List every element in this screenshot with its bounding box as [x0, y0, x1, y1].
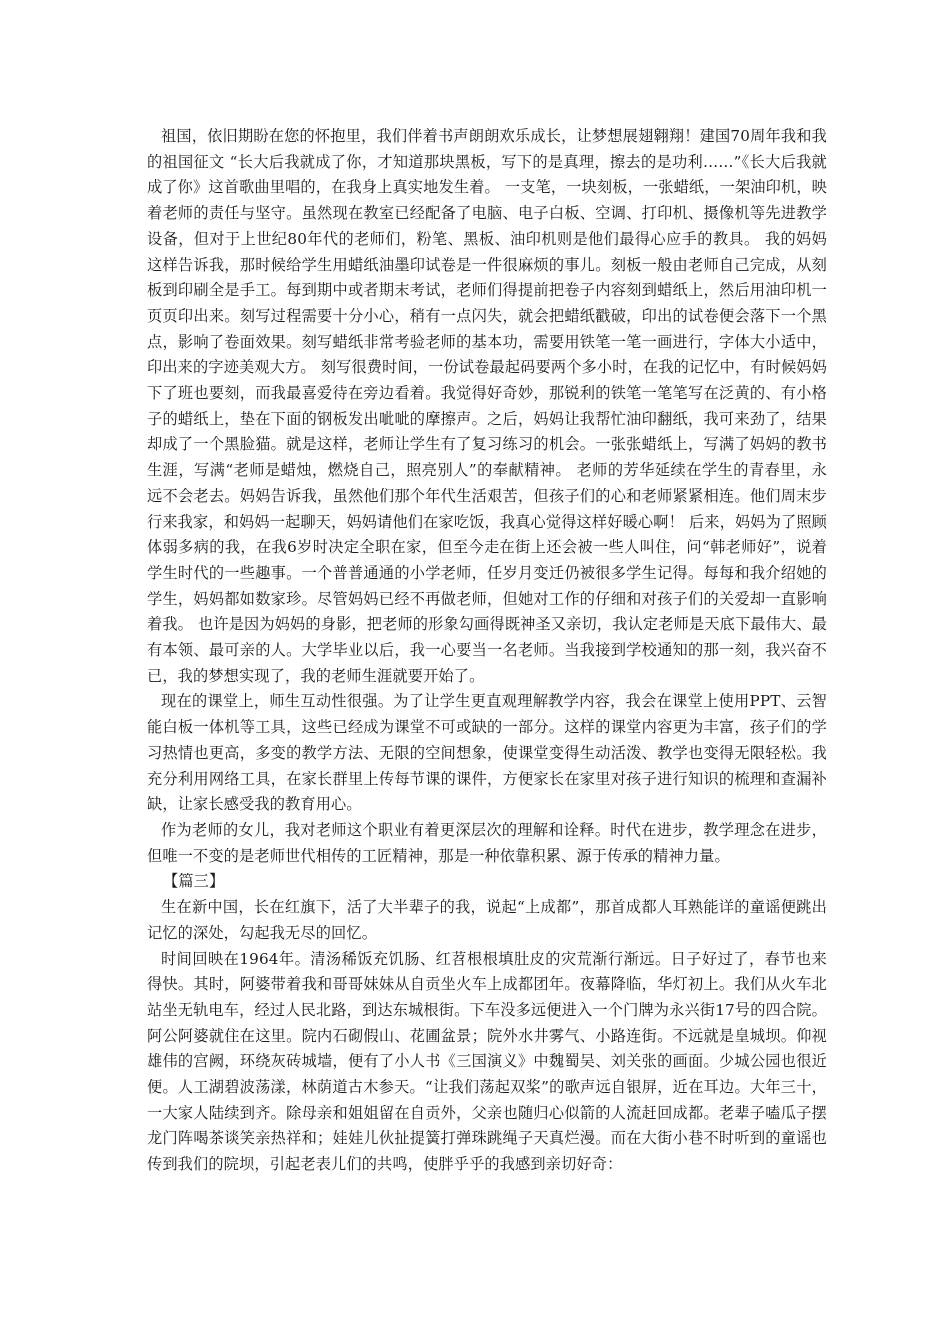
- paragraph-4: 生在新中国，长在红旗下，活了大半辈子的我，说起“上成都”，那首成都人耳熟能详的童谣便跳出记忆的深处，勾起我无尽的回忆。: [147, 898, 827, 942]
- document-body: [147, 124, 827, 1178]
- paragraph-3: 作为老师的女儿，我对老师这个职业有着更深层次的理解和诠释。时代在进步，教学理念在进步，但唯一不变的是老师世代相传的工匠精神，那是一种依靠积累、源于传承的精神力量。: [147, 820, 827, 865]
- paragraph-2: 现在的课堂上，师生互动性很强。为了让学生更直观理解教学内容，我会在课堂上使用PPT、云智能白板一体机等工具，这些已经成为课堂不可或缺的一部分。这样的课堂内容更为丰富，孩子们的学习热情也更高，多变的教学方法、无限的空间想象，使课堂变得生动活泼、教学也变得无限轻松。我充分利用网络工具，在家长群里上传每节课的课件，方便家长在家里对孩子进行知识的梳理和查漏补缺，让家长感受我的教育用心。: [147, 692, 827, 814]
- section-heading: 【篇三】: [163, 872, 225, 891]
- paragraph-5: 时间回映在1964年。清汤稀饭充饥肠、红苕根根填肚皮的灾荒渐行渐远。日子好过了，春节也来得快。其时，阿婆带着我和哥哥妹妹从自贡坐火车上成都团年。夜幕降临，华灯初上。我们从火车北站坐无轨电车，经过人民北路，到达东城根街。下车没多远便进入一个门牌为永兴街17号的四合院。阿公阿婆就住在这里。院内石砌假山、花圃盆景；院外水井雾气、小路连街。不远就是皇城坝。仰视雄伟的宫阙，环绕灰砖城墙，便有了小人书《三国演义》中魏蜀吴、刘关张的画面。少城公园也很近便。人工湖碧波荡漾，林荫道古木参天。“让我们荡起双桨”的歌声远自银屏，近在耳边。大年三十，一大家人陆续到齐。除母亲和姐姐留在自贡外，父亲也随归心似箭的人流赶回成都。老辈子嗑瓜子摆龙门阵喝茶谈笑亲热祥和；娃娃儿伙扯提簧打弹珠跳绳子天真烂漫。而在大街小巷不时听到的童谣也传到我们的院坝，引起老表儿们的共鸣，使胖乎乎的我感到亲切好奇：: [147, 949, 827, 1174]
- paragraph-1: 祖国，依旧期盼在您的怀抱里，我们伴着书声朗朗欢乐成长，让梦想展翅翱翔！建国70周年我和我的祖国征文 “长大后我就成了你，才知道那块黑板，写下的是真理，擦去的是功利……”《长大后我就成了你》这首歌曲里唱的，在我身上真实地发生着。 一支笔，一块刻板，一张蜡纸，一架油印机，映着老师的责任与坚守。虽然现在教室已经配备了电脑、电子白板、空调、打印机、摄像机等先进教学设备，但对于上世纪80年代的老师们，粉笔、黑板、油印机则是他们最得心应手的教具。 我的妈妈这样告诉我，那时候给学生用蜡纸油墨印试卷是一件很麻烦的事儿。刻板一般由老师自己完成，从刻板到印刷全是手工。每到期中或者期末考试，老师们得提前把卷子内容刻到蜡纸上，然后用油印机一页页印出来。刻写过程需要十分小心，稍有一点闪失，就会把蜡纸戳破，印出的试卷便会落下一个黑点，影响了卷面效果。刻写蜡纸非常考验老师的基本功，需要用铁笔一笔一画进行，字体大小适中，印出来的字迹美观大方。 刻写很费时间，一份试卷最起码要两个多小时，在我的记忆中，有时候妈妈下了班也要刻，而我最喜爱待在旁边看着。我觉得好奇妙，那锐利的铁笔一笔笔写在泛黄的、有小格子的蜡纸上，垫在下面的钢板发出呲呲的摩擦声。之后，妈妈让我帮忙油印翻纸，我可来劲了，结果却成了一个黑脸猫。就是这样，老师让学生有了复习练习的机会。一张张蜡纸上，写满了妈妈的教书生涯，写满“老师是蜡烛，燃烧自己，照亮别人”的奉献精神。 老师的芳华延续在学生的青春里，永远不会老去。妈妈告诉我，虽然他们那个年代生活艰苦，但孩子们的心和老师紧紧相连。他们周末步行来我家，和妈妈一起聊天，妈妈请他们在家吃饭，我真心觉得这样好暖心啊！ 后来，妈妈为了照顾体弱多病的我，在我6岁时决定全职在家，但至今走在街上还会被一些人叫住，问“韩老师好”，说着学生时代的一些趣事。一个普普通通的小学老师，任岁月变迁仍被很多学生记得。每每和我介绍她的学生，妈妈都如数家珍。尽管妈妈已经不再做老师，但她对工作的仔细和对孩子们的关爱却一直影响着我。 也许是因为妈妈的身影，把老师的形象勾画得既神圣又亲切，我认定老师是天底下最伟大、最有本领、最可亲的人。大学毕业以后，我一心要当一名老师。当我接到学校通知的那一刻，我兴奋不已，我的梦想实现了，我的老师生涯就要开始了。: [147, 127, 827, 685]
